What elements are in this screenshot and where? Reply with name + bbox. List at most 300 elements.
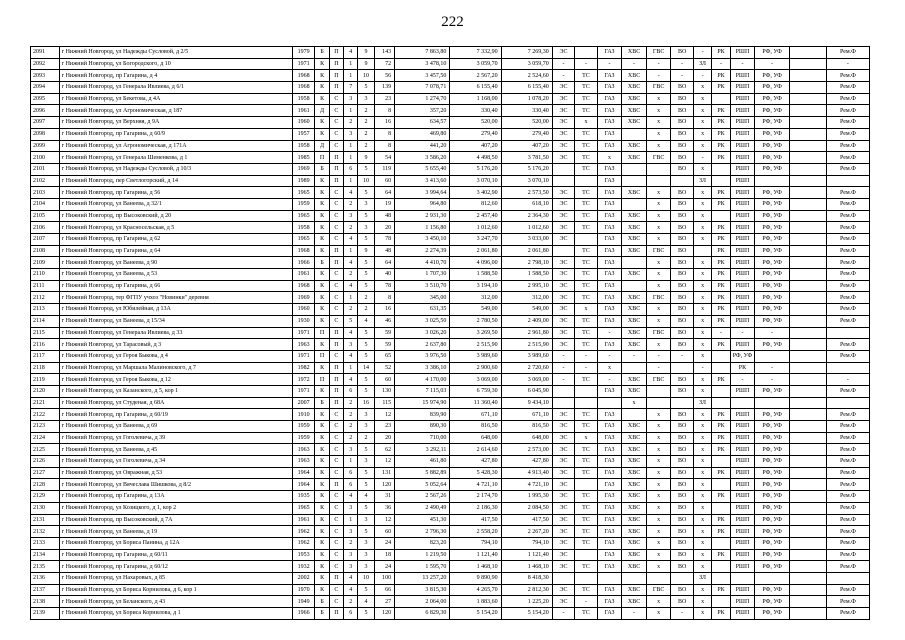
table-cell: 11 360,40 bbox=[450, 397, 501, 409]
table-cell: РШП bbox=[730, 82, 755, 94]
table-cell: РШП bbox=[730, 315, 755, 327]
table-cell: С bbox=[329, 514, 343, 526]
table-cell: 1970 bbox=[292, 584, 315, 596]
table-cell: ВО bbox=[671, 245, 694, 257]
table-cell: г Нижний Новгород, пр Гагарина, д 60/11 bbox=[59, 549, 292, 561]
table-cell: РК bbox=[712, 245, 730, 257]
table-cell: 2 267,20 bbox=[501, 526, 552, 538]
table-cell: ХВС bbox=[622, 47, 647, 59]
table-cell: РК bbox=[712, 549, 730, 561]
table-cell: х bbox=[597, 152, 622, 164]
table-cell: РФ, УФ bbox=[755, 467, 790, 479]
table-cell: РФ, УФ bbox=[755, 140, 790, 152]
table-cell: - bbox=[597, 58, 622, 70]
table-cell: 1 168,00 bbox=[450, 93, 501, 105]
table-cell: 1971 bbox=[292, 350, 315, 362]
table-cell: РФ, УФ bbox=[755, 269, 790, 281]
table-cell: ТС bbox=[575, 210, 598, 222]
table-cell: К bbox=[315, 128, 329, 140]
table-cell: х bbox=[693, 117, 711, 129]
table-cell: РШП bbox=[730, 385, 755, 397]
table-cell: 441,20 bbox=[395, 140, 450, 152]
table-cell: К bbox=[315, 456, 329, 468]
table-cell: 312,00 bbox=[501, 292, 552, 304]
table-cell: РШП bbox=[730, 187, 755, 199]
table-cell: П bbox=[315, 350, 329, 362]
table-row bbox=[31, 93, 870, 105]
table-cell: - bbox=[755, 374, 790, 386]
table-cell: х bbox=[646, 210, 671, 222]
table-cell: ГАЗ bbox=[597, 444, 622, 456]
table-cell bbox=[646, 385, 671, 397]
table-cell: 2139 bbox=[31, 608, 60, 620]
table-cell bbox=[622, 128, 647, 140]
table-cell: 2105 bbox=[31, 210, 60, 222]
table-cell: 2128 bbox=[31, 479, 60, 491]
table-cell: ЭС bbox=[552, 456, 575, 468]
table-cell: РШП bbox=[730, 198, 755, 210]
table-cell: г Нижний Новгород, пр Гагарина, д 56 bbox=[59, 187, 292, 199]
table-cell: К bbox=[315, 82, 329, 94]
table-cell: ТС bbox=[575, 608, 598, 620]
table-cell: 65 bbox=[374, 350, 394, 362]
table-cell: 48 bbox=[374, 245, 394, 257]
table-cell: С bbox=[329, 537, 343, 549]
table-cell: 5 882,89 bbox=[395, 467, 450, 479]
table-cell: 8 418,30 bbox=[501, 572, 552, 584]
table-cell: 4 bbox=[344, 280, 358, 292]
table-cell bbox=[622, 572, 647, 584]
table-cell: - bbox=[646, 350, 671, 362]
table-cell: 7 332,90 bbox=[450, 47, 501, 59]
table-cell bbox=[575, 234, 598, 246]
table-cell: - bbox=[597, 350, 622, 362]
table-cell: 3 bbox=[358, 198, 374, 210]
table-cell: 5 bbox=[358, 467, 374, 479]
table-cell: К bbox=[315, 304, 329, 316]
table-cell: х bbox=[693, 105, 711, 117]
table-cell: РШП bbox=[730, 128, 755, 140]
table-cell: ВО bbox=[671, 82, 694, 94]
table-cell: ВО bbox=[671, 292, 694, 304]
table-cell: г Нижний Новгород, ул Гоголевича, д 39 bbox=[59, 432, 292, 444]
table-cell: х bbox=[646, 222, 671, 234]
table-cell: Рем.Ф bbox=[826, 409, 869, 421]
table-cell bbox=[755, 175, 790, 187]
table-cell: Рем.Ф bbox=[826, 47, 869, 59]
table-cell: 1953 bbox=[292, 549, 315, 561]
table-cell: 7 269,30 bbox=[501, 47, 552, 59]
table-cell: ГАЗ bbox=[597, 198, 622, 210]
table-cell: 2100 bbox=[31, 152, 60, 164]
table-cell: ТС bbox=[575, 444, 598, 456]
table-cell: х bbox=[693, 222, 711, 234]
table-cell: 4 bbox=[344, 572, 358, 584]
table-cell: ГАЗ bbox=[597, 421, 622, 433]
table-cell bbox=[790, 58, 827, 70]
table-cell: 2130 bbox=[31, 502, 60, 514]
table-cell: 2121 bbox=[31, 397, 60, 409]
table-cell: ЭС bbox=[552, 269, 575, 281]
table-cell: 4 721,10 bbox=[450, 479, 501, 491]
table-cell: 9 bbox=[358, 58, 374, 70]
table-cell: 3 989,60 bbox=[501, 350, 552, 362]
table-cell: 2103 bbox=[31, 187, 60, 199]
table-cell: 2 bbox=[344, 397, 358, 409]
table-cell: 4 bbox=[344, 257, 358, 269]
table-cell: 1963 bbox=[292, 456, 315, 468]
table-row bbox=[31, 222, 870, 234]
table-cell: П bbox=[329, 327, 343, 339]
table-cell: Рем.Ф bbox=[826, 385, 869, 397]
table-cell: 407,20 bbox=[450, 140, 501, 152]
table-cell: 5 bbox=[358, 163, 374, 175]
table-cell: х bbox=[693, 479, 711, 491]
table-cell: 2133 bbox=[31, 537, 60, 549]
table-cell: РШП bbox=[730, 491, 755, 503]
table-cell: 1 bbox=[344, 456, 358, 468]
table-cell: 2126 bbox=[31, 456, 60, 468]
table-cell: 1964 bbox=[292, 467, 315, 479]
table-cell: г Нижний Новгород, пр Высоковский, д 20 bbox=[59, 210, 292, 222]
table-cell: П bbox=[315, 374, 329, 386]
table-cell: ЭС bbox=[552, 537, 575, 549]
table-cell: 1 bbox=[344, 292, 358, 304]
table-cell: С bbox=[329, 584, 343, 596]
table-cell: ЭС bbox=[552, 561, 575, 573]
table-cell: х bbox=[693, 409, 711, 421]
table-cell bbox=[575, 479, 598, 491]
table-cell: х bbox=[646, 444, 671, 456]
table-cell: ЭС bbox=[552, 117, 575, 129]
table-cell: 648,00 bbox=[501, 432, 552, 444]
table-cell: ЭС bbox=[552, 222, 575, 234]
table-cell: 7 078,71 bbox=[395, 82, 450, 94]
table-cell: 27 bbox=[374, 596, 394, 608]
table-cell: Б bbox=[315, 163, 329, 175]
table-cell: РШП bbox=[730, 105, 755, 117]
table-cell: 78 bbox=[374, 234, 394, 246]
table-cell: РК bbox=[712, 47, 730, 59]
table-cell: ЭС bbox=[552, 491, 575, 503]
table-cell: 6 155,40 bbox=[501, 82, 552, 94]
table-cell: 2 614,60 bbox=[450, 444, 501, 456]
table-cell: 2093 bbox=[31, 70, 60, 82]
table-cell: 1968 bbox=[292, 82, 315, 94]
table-cell bbox=[693, 245, 711, 257]
table-cell: П bbox=[329, 70, 343, 82]
table-cell: ГАЗ bbox=[597, 549, 622, 561]
table-cell: 964,80 bbox=[395, 198, 450, 210]
table-cell: 2 515,90 bbox=[450, 339, 501, 351]
table-cell bbox=[790, 47, 827, 59]
table-cell: 2111 bbox=[31, 280, 60, 292]
table-cell: ВО bbox=[671, 502, 694, 514]
table-cell: х bbox=[646, 549, 671, 561]
table-cell: Рем.Ф bbox=[826, 82, 869, 94]
table-cell: 2106 bbox=[31, 222, 60, 234]
table-cell: ТС bbox=[575, 269, 598, 281]
table-cell: х bbox=[646, 304, 671, 316]
table-cell: г Нижний Новгород, ул Вячеслава Шишкова, д 8/2 bbox=[59, 479, 292, 491]
table-cell: ВО bbox=[671, 374, 694, 386]
table-cell: х bbox=[646, 257, 671, 269]
table-cell: К bbox=[315, 245, 329, 257]
table-cell: 1960 bbox=[292, 117, 315, 129]
table-cell: ЭС bbox=[552, 304, 575, 316]
table-cell: Рем.Ф bbox=[826, 210, 869, 222]
table-cell: х bbox=[646, 537, 671, 549]
table-cell: ГВС bbox=[646, 374, 671, 386]
table-cell: РК bbox=[712, 444, 730, 456]
table-cell: г Нижний Новгород, ул Надежды Сусловой, д 10/3 bbox=[59, 163, 292, 175]
table-cell: К bbox=[315, 234, 329, 246]
table-cell: С bbox=[329, 526, 343, 538]
table-cell: 1 bbox=[344, 140, 358, 152]
table-cell: 3 994,64 bbox=[395, 187, 450, 199]
table-cell: ХВС bbox=[622, 152, 647, 164]
table-cell: 5 bbox=[358, 502, 374, 514]
table-cell: РФ, УФ bbox=[755, 128, 790, 140]
table-cell: - bbox=[575, 58, 598, 70]
table-cell: 2092 bbox=[31, 58, 60, 70]
table-cell: К bbox=[315, 537, 329, 549]
table-cell: ГАЗ bbox=[597, 514, 622, 526]
table-cell: 52 bbox=[374, 362, 394, 374]
table-cell: х bbox=[646, 491, 671, 503]
table-cell: РК bbox=[712, 315, 730, 327]
table-cell: 5 bbox=[358, 269, 374, 281]
table-cell: РК bbox=[712, 374, 730, 386]
table-cell bbox=[790, 549, 827, 561]
table-cell: Рем.Ф bbox=[826, 187, 869, 199]
table-cell: С bbox=[329, 315, 343, 327]
table-cell: 357,20 bbox=[395, 105, 450, 117]
table-row bbox=[31, 479, 870, 491]
table-cell: 2 995,10 bbox=[501, 280, 552, 292]
table-cell: 631,35 bbox=[395, 304, 450, 316]
table-row bbox=[31, 362, 870, 374]
table-row bbox=[31, 491, 870, 503]
table-cell: 794,10 bbox=[501, 537, 552, 549]
table-cell: 4 bbox=[358, 315, 374, 327]
table-cell: г Нижний Новгород, ул Агрономическая, д 171А bbox=[59, 140, 292, 152]
table-cell: К bbox=[315, 280, 329, 292]
table-cell bbox=[790, 596, 827, 608]
table-cell: 5 052,64 bbox=[395, 479, 450, 491]
table-row bbox=[31, 432, 870, 444]
table-cell: 59 bbox=[374, 327, 394, 339]
table-cell: 2 796,30 bbox=[395, 526, 450, 538]
table-cell: РК bbox=[712, 421, 730, 433]
table-row bbox=[31, 526, 870, 538]
table-cell: - bbox=[693, 70, 711, 82]
table-cell: ТС bbox=[575, 93, 598, 105]
table-cell: 14 bbox=[358, 362, 374, 374]
table-cell: РШП bbox=[730, 537, 755, 549]
table-cell: РФ, УФ bbox=[755, 444, 790, 456]
table-cell: С bbox=[329, 456, 343, 468]
table-cell bbox=[790, 292, 827, 304]
table-cell: 3 413,60 bbox=[395, 175, 450, 187]
table-cell: РК bbox=[712, 491, 730, 503]
table-cell: Рем.Ф bbox=[826, 432, 869, 444]
table-cell: 1 995,30 bbox=[501, 491, 552, 503]
table-cell: г Нижний Новгород, пр Гагарина, д 4 bbox=[59, 70, 292, 82]
table-cell: Рем.Ф bbox=[826, 198, 869, 210]
table-cell: 2 bbox=[358, 304, 374, 316]
table-cell: 5 bbox=[358, 187, 374, 199]
table-cell: 3 247,70 bbox=[450, 234, 501, 246]
table-cell: 3 457,50 bbox=[395, 70, 450, 82]
table-cell: г Нижний Новгород, ул Героя Быкова, д 12 bbox=[59, 374, 292, 386]
table-cell: ВО bbox=[671, 561, 694, 573]
table-cell: ВО bbox=[671, 257, 694, 269]
table-cell: г Нижний Новгород, ул Ванеева, д 90 bbox=[59, 257, 292, 269]
table-cell: х bbox=[693, 327, 711, 339]
table-cell: Д bbox=[315, 140, 329, 152]
table-cell: РК bbox=[730, 362, 755, 374]
table-cell: 3 bbox=[358, 456, 374, 468]
table-cell: ЭС bbox=[552, 432, 575, 444]
table-cell: 2124 bbox=[31, 432, 60, 444]
table-cell: 2 567,26 bbox=[395, 491, 450, 503]
table-cell: Б bbox=[315, 596, 329, 608]
table-cell: 5 bbox=[358, 374, 374, 386]
table-cell: 2107 bbox=[31, 234, 60, 246]
table-cell: К bbox=[315, 70, 329, 82]
table-cell: г Нижний Новгород, ул Ванеева, д 32/1 bbox=[59, 198, 292, 210]
table-cell: 3 059,70 bbox=[450, 58, 501, 70]
table-cell bbox=[790, 572, 827, 584]
table-cell: 4 bbox=[358, 596, 374, 608]
table-cell: 3 bbox=[344, 549, 358, 561]
table-cell: ГАЗ bbox=[597, 456, 622, 468]
table-cell: 3 586,20 bbox=[395, 152, 450, 164]
table-cell: 1982 bbox=[292, 362, 315, 374]
table-cell: ВО bbox=[671, 315, 694, 327]
table-cell: 2002 bbox=[292, 572, 315, 584]
table-cell: х bbox=[693, 467, 711, 479]
table-cell: 1959 bbox=[292, 432, 315, 444]
table-cell: х bbox=[693, 549, 711, 561]
table-cell: ТС bbox=[575, 280, 598, 292]
table-cell bbox=[671, 397, 694, 409]
table-cell: ЭС bbox=[552, 444, 575, 456]
table-cell: 2131 bbox=[31, 514, 60, 526]
table-cell: П bbox=[329, 82, 343, 94]
table-cell: 6 829,30 bbox=[395, 608, 450, 620]
table-cell: ВО bbox=[671, 210, 694, 222]
table-cell: ТС bbox=[575, 257, 598, 269]
table-cell: 2 064,00 bbox=[395, 596, 450, 608]
table-cell: х bbox=[693, 269, 711, 281]
table-cell: 549,00 bbox=[450, 304, 501, 316]
table-cell: РФ, УФ bbox=[755, 491, 790, 503]
table-cell: Б bbox=[315, 397, 329, 409]
table-cell: х bbox=[693, 163, 711, 175]
table-cell: ГАЗ bbox=[597, 339, 622, 351]
table-cell: г Нижний Новгород, ул Ванеева, д 15/34 bbox=[59, 315, 292, 327]
table-cell: 890,30 bbox=[395, 421, 450, 433]
table-cell: ВО bbox=[671, 269, 694, 281]
table-cell: г Нижний Новгород, ул Генерала Ивлиева, д 6/1 bbox=[59, 82, 292, 94]
table-cell: 618,10 bbox=[501, 198, 552, 210]
table-cell: 2 bbox=[344, 222, 358, 234]
table-cell bbox=[646, 397, 671, 409]
table-cell: РФ, УФ bbox=[755, 596, 790, 608]
table-cell: х bbox=[646, 561, 671, 573]
table-cell: ГАЗ bbox=[597, 140, 622, 152]
table-cell: 2 490,49 bbox=[395, 502, 450, 514]
table-cell: ТС bbox=[575, 245, 598, 257]
table-cell: 1961 bbox=[292, 269, 315, 281]
table-cell: С bbox=[329, 222, 343, 234]
table-cell: 1 468,10 bbox=[501, 561, 552, 573]
table-cell: 2 bbox=[344, 304, 358, 316]
table-cell: Рем.Ф bbox=[826, 128, 869, 140]
table-cell: ХВС bbox=[622, 117, 647, 129]
table-cell: Рем.Ф bbox=[826, 234, 869, 246]
table-cell: РФ, УФ bbox=[755, 608, 790, 620]
table-cell bbox=[575, 175, 598, 187]
table-cell: 1930 bbox=[292, 315, 315, 327]
table-cell: П bbox=[329, 163, 343, 175]
table-cell: х bbox=[646, 421, 671, 433]
table-cell: РШП bbox=[730, 444, 755, 456]
table-cell: ВО bbox=[671, 514, 694, 526]
table-cell: 5 bbox=[358, 234, 374, 246]
table-cell: х bbox=[646, 339, 671, 351]
table-cell: К bbox=[315, 502, 329, 514]
table-cell bbox=[712, 362, 730, 374]
table-cell: ЭС bbox=[552, 93, 575, 105]
table-cell bbox=[790, 257, 827, 269]
table-cell: 3 059,70 bbox=[501, 58, 552, 70]
table-cell: х bbox=[693, 526, 711, 538]
table-cell: 59 bbox=[374, 339, 394, 351]
table-cell: ТС bbox=[575, 421, 598, 433]
table-cell: 839,90 bbox=[395, 409, 450, 421]
table-row bbox=[31, 304, 870, 316]
table-cell: 2091 bbox=[31, 47, 60, 59]
table-cell: 3 bbox=[358, 409, 374, 421]
table-cell bbox=[826, 397, 869, 409]
table-cell bbox=[552, 175, 575, 187]
table-cell: Рем.Ф bbox=[826, 561, 869, 573]
table-cell: 78 bbox=[374, 280, 394, 292]
table-cell: 330,40 bbox=[450, 105, 501, 117]
table-cell: - bbox=[755, 362, 790, 374]
table-cell: х bbox=[646, 526, 671, 538]
table-cell: 9 890,90 bbox=[450, 572, 501, 584]
table-cell: 3 989,60 bbox=[450, 350, 501, 362]
table-cell: х bbox=[646, 187, 671, 199]
table-cell: ХВС bbox=[622, 222, 647, 234]
table-cell: РФ, УФ bbox=[755, 152, 790, 164]
table-cell: - bbox=[826, 374, 869, 386]
table-cell bbox=[826, 362, 869, 374]
table-cell: ТС bbox=[575, 537, 598, 549]
table-cell: 2 bbox=[358, 432, 374, 444]
table-cell: ХВС bbox=[622, 82, 647, 94]
table-cell: 1962 bbox=[292, 537, 315, 549]
table-cell: РК bbox=[712, 128, 730, 140]
table-cell: г Нижний Новгород, ул Надежды Сусловой, д 2/5 bbox=[59, 47, 292, 59]
table-cell: ГВС bbox=[646, 327, 671, 339]
table-cell: 1 012,60 bbox=[450, 222, 501, 234]
table-cell bbox=[826, 572, 869, 584]
